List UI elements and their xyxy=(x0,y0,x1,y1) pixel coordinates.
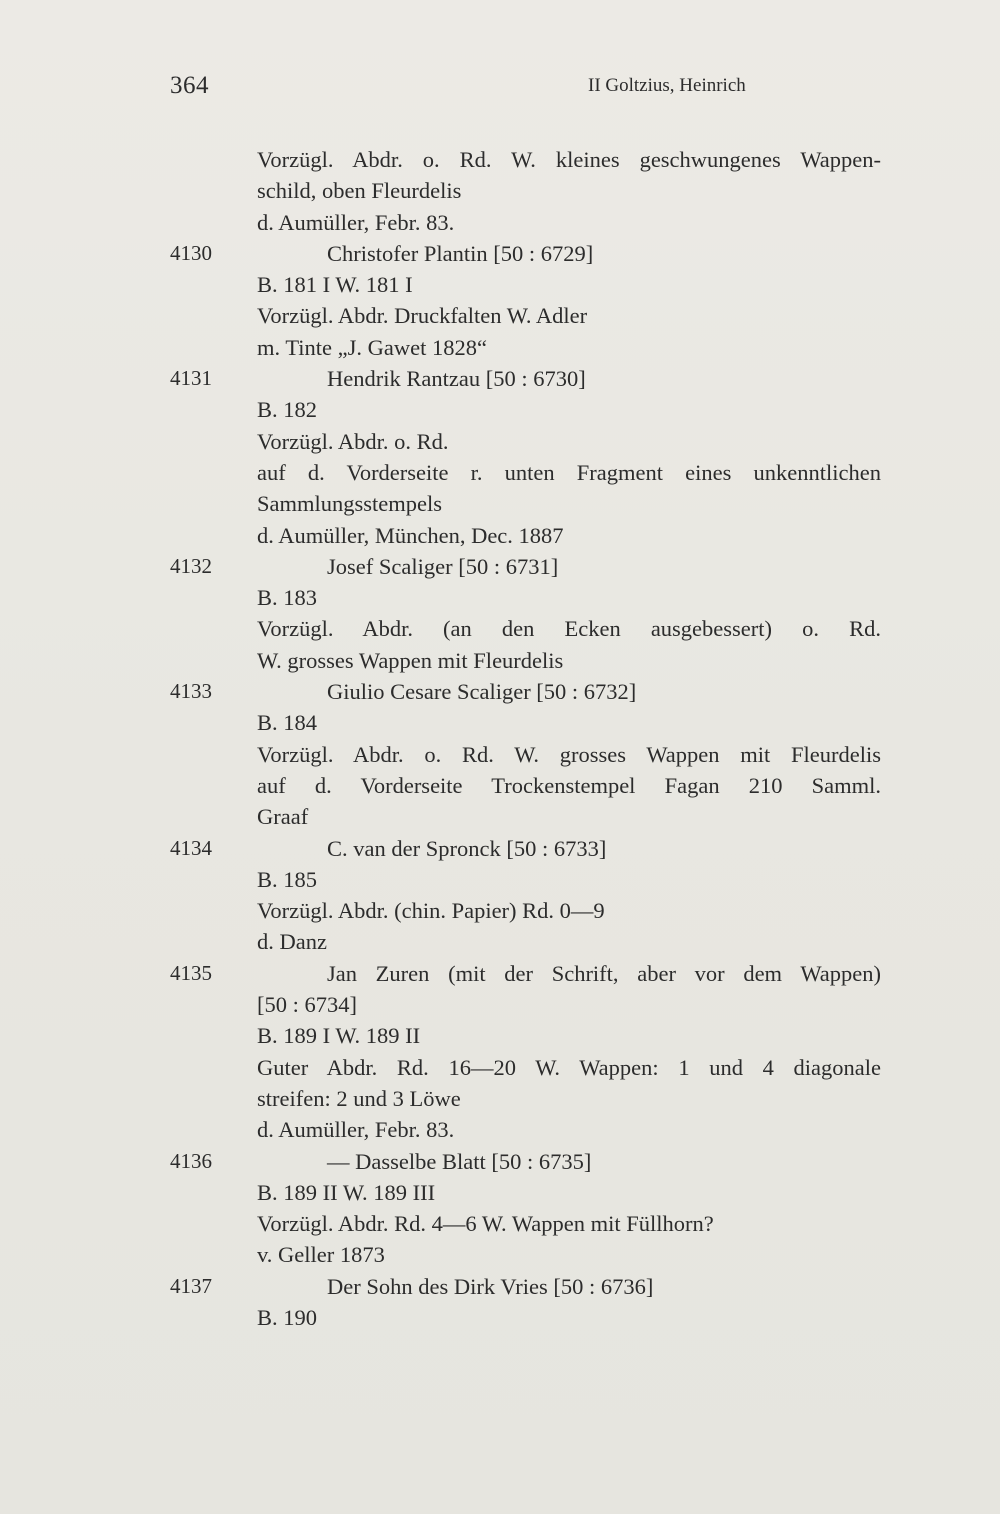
lot-number: 4132 xyxy=(170,553,212,578)
lot-number: 4136 xyxy=(170,1148,212,1173)
entry-line xyxy=(170,739,890,770)
entry-line xyxy=(170,1302,890,1333)
entry-line xyxy=(170,457,890,488)
continuation-line xyxy=(170,175,890,206)
entry-text: schild, oben Fleurdelis xyxy=(257,178,462,204)
lot-number: 4134 xyxy=(170,835,212,860)
entry-title: — Dasselbe Blatt [50 : 6735] xyxy=(327,1148,592,1174)
entry-line xyxy=(170,426,890,457)
entry-text: d. Aumüller, Febr. 83. xyxy=(257,1117,455,1143)
entry-line xyxy=(170,1177,890,1208)
entry-title: Giulio Cesare Scaliger [50 : 6732] xyxy=(327,679,637,705)
entry-heading xyxy=(170,238,890,269)
entry-line xyxy=(170,707,890,738)
entry-text: Vorzügl. Abdr. (chin. Papier) Rd. 0—9 xyxy=(257,898,605,924)
entry-text: Sammlungsstempels xyxy=(257,491,442,517)
entry-heading xyxy=(170,676,890,707)
entry-text: B. 185 xyxy=(257,866,318,892)
entry-title: Jan Zuren (mit der Schrift, aber vor dem Wappen) xyxy=(327,960,881,986)
entry-text: streifen: 2 und 3 Löwe xyxy=(257,1085,461,1111)
entry-text: d. Aumüller, München, Dec. 1887 xyxy=(257,522,564,548)
entry-text: B. 181 I W. 181 I xyxy=(257,272,413,298)
entry-title: Josef Scaliger [50 : 6731] xyxy=(327,553,559,579)
entry-line xyxy=(170,1208,890,1239)
entry-text: B. 190 xyxy=(257,1304,318,1330)
entry-text: Graaf xyxy=(257,804,309,830)
entry-text: Vorzügl. Abdr. Rd. 4—6 W. Wappen mit Füllhorn? xyxy=(257,1211,714,1237)
entry-line xyxy=(170,300,890,331)
entry-text: v. Geller 1873 xyxy=(257,1242,385,1268)
entry-line xyxy=(170,488,890,519)
lot-number: 4137 xyxy=(170,1273,212,1298)
entry-line xyxy=(170,269,890,300)
entry-text: d. Aumüller, Febr. 83. xyxy=(257,209,455,235)
entry-heading xyxy=(170,958,890,989)
page-header xyxy=(170,72,890,106)
running-title: II Goltzius, Heinrich xyxy=(588,75,746,96)
lot-number: 4131 xyxy=(170,366,212,391)
entry-line xyxy=(170,394,890,425)
entry-text: Vorzügl. Abdr. o. Rd. W. grosses Wappen mit Fleurdelis xyxy=(257,741,881,767)
entry-text: Vorzügl. Abdr. o. Rd. xyxy=(257,428,449,454)
catalogue-entries xyxy=(170,144,890,1333)
lot-number: 4135 xyxy=(170,960,212,985)
entry-line xyxy=(170,582,890,613)
entry-line xyxy=(170,1020,890,1051)
continuation-line xyxy=(170,207,890,238)
entry-heading xyxy=(170,551,890,582)
lot-number: 4130 xyxy=(170,240,212,265)
entry-text: Guter Abdr. Rd. 16—20 W. Wappen: 1 und 4 diagonale xyxy=(257,1054,881,1080)
entry-line xyxy=(170,1114,890,1145)
entry-line xyxy=(170,520,890,551)
continuation-line xyxy=(170,144,890,175)
entry-title: Christofer Plantin [50 : 6729] xyxy=(327,240,594,266)
entry-text: auf d. Vorderseite r. unten Fragment eines unkenntlichen xyxy=(257,459,881,485)
page-number: 364 xyxy=(170,72,209,99)
entry-line xyxy=(170,989,890,1020)
entry-text: m. Tinte „J. Gawet 1828“ xyxy=(257,334,487,360)
entry-line xyxy=(170,895,890,926)
entry-line xyxy=(170,332,890,363)
entry-title: Hendrik Rantzau [50 : 6730] xyxy=(327,366,586,392)
entry-heading xyxy=(170,833,890,864)
entry-heading xyxy=(170,1271,890,1302)
entry-line xyxy=(170,1052,890,1083)
entry-title: C. van der Spronck [50 : 6733] xyxy=(327,835,607,861)
entry-line xyxy=(170,613,890,644)
entry-line xyxy=(170,801,890,832)
entry-text: B. 182 xyxy=(257,397,318,423)
entry-text: W. grosses Wappen mit Fleurdelis xyxy=(257,647,564,673)
entry-title: Der Sohn des Dirk Vries [50 : 6736] xyxy=(327,1273,654,1299)
entry-text: B. 184 xyxy=(257,710,318,736)
entry-line xyxy=(170,926,890,957)
entry-text: B. 183 xyxy=(257,585,318,611)
entry-text: B. 189 II W. 189 III xyxy=(257,1179,436,1205)
entry-text: Vorzügl. Abdr. (an den Ecken ausgebessert) o. Rd. xyxy=(257,616,881,642)
entry-line xyxy=(170,1239,890,1270)
entry-text: [50 : 6734] xyxy=(257,992,357,1018)
entry-text: Vorzügl. Abdr. o. Rd. W. kleines geschwungenes Wappen- xyxy=(257,147,881,172)
entry-heading xyxy=(170,363,890,394)
entry-line xyxy=(170,864,890,895)
entry-text: auf d. Vorderseite Trockenstempel Fagan 210 Samml. xyxy=(257,772,881,798)
entry-text: Vorzügl. Abdr. Druckfalten W. Adler xyxy=(257,303,588,329)
entry-line xyxy=(170,1083,890,1114)
entry-text: d. Danz xyxy=(257,929,327,955)
lot-number: 4133 xyxy=(170,679,212,704)
entry-line xyxy=(170,770,890,801)
entry-line xyxy=(170,645,890,676)
entry-heading xyxy=(170,1146,890,1177)
entry-text: B. 189 I W. 189 II xyxy=(257,1023,421,1049)
